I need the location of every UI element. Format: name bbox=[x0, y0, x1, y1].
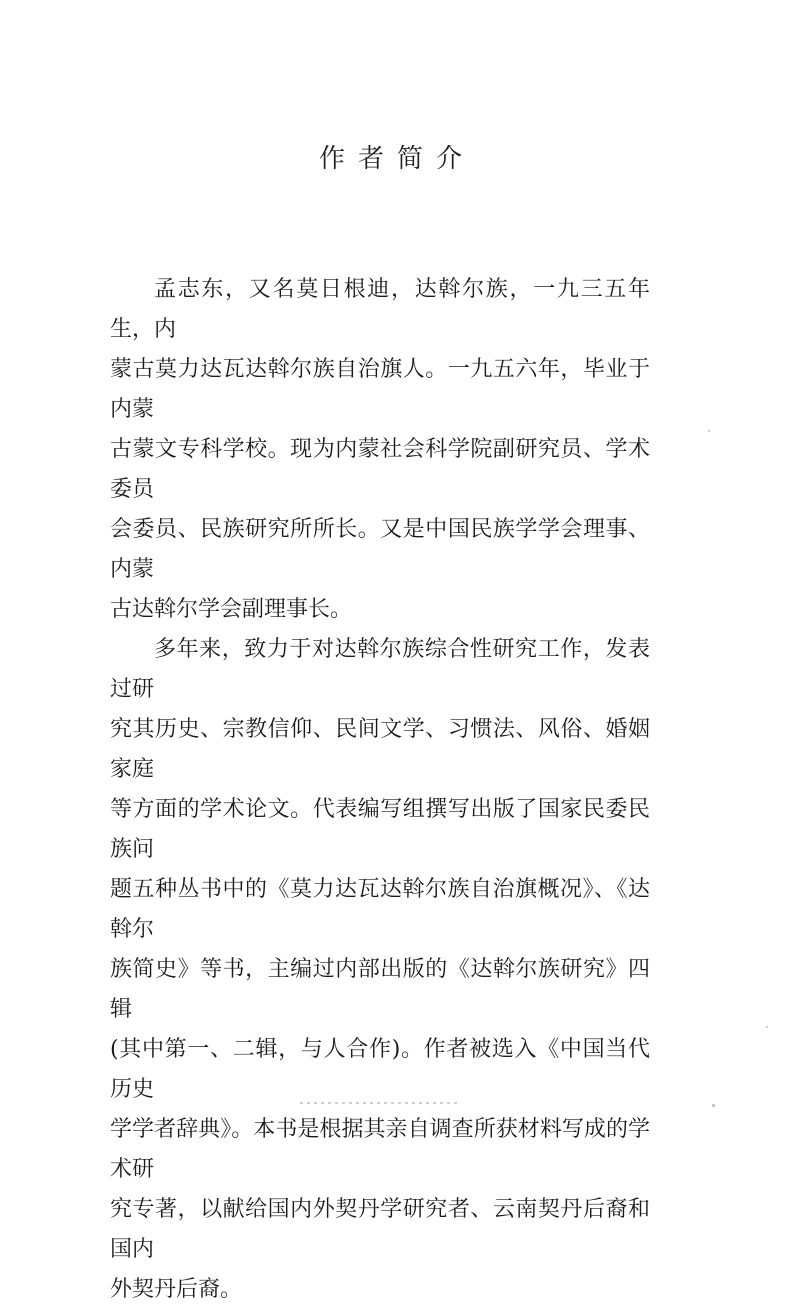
page-title: 作者简介 bbox=[318, 144, 475, 174]
scan-speck bbox=[712, 1104, 715, 1107]
scan-speck bbox=[766, 1026, 768, 1028]
paragraph-1: 孟志东，又名莫日根迪，达斡尔族，一九三五年生，内 蒙古莫力达瓦达斡尔族自治旗人。一九五六年，毕业于内蒙 古蒙文专科学校。现为内蒙社会科学院副研究员、学术委员 会委员、民族研究所所长。又是中国民族学学会理事、内蒙 古达斡尔学会副理事长。 bbox=[110, 277, 650, 622]
scan-noise-line bbox=[300, 1102, 460, 1104]
paragraph-2: 多年来，致力于对达斡尔族综合性研究工作，发表过研 究其历史、宗教信仰、民间文学、习惯法、风俗、婚姻家庭 等方面的学术论文。代表编写组撰写出版了国家民委民族问 题五种丛书中的《莫力达瓦达斡尔族自治旗概况》、《达斡尔 族简史》等书，主编过内部出版的《达斡尔族研究》四辑 (其中第一、二辑，与人合作)。作者被选入《中国当代历史 学学者辞典》。本书是根据其亲自调查所获材料写成的学术研 究专著，以献给国内外契丹学研究者、云南契丹后裔和国内 外契丹后裔。 bbox=[110, 637, 650, 1302]
body-text bbox=[110, 270, 650, 1310]
scan-speck bbox=[708, 430, 710, 432]
